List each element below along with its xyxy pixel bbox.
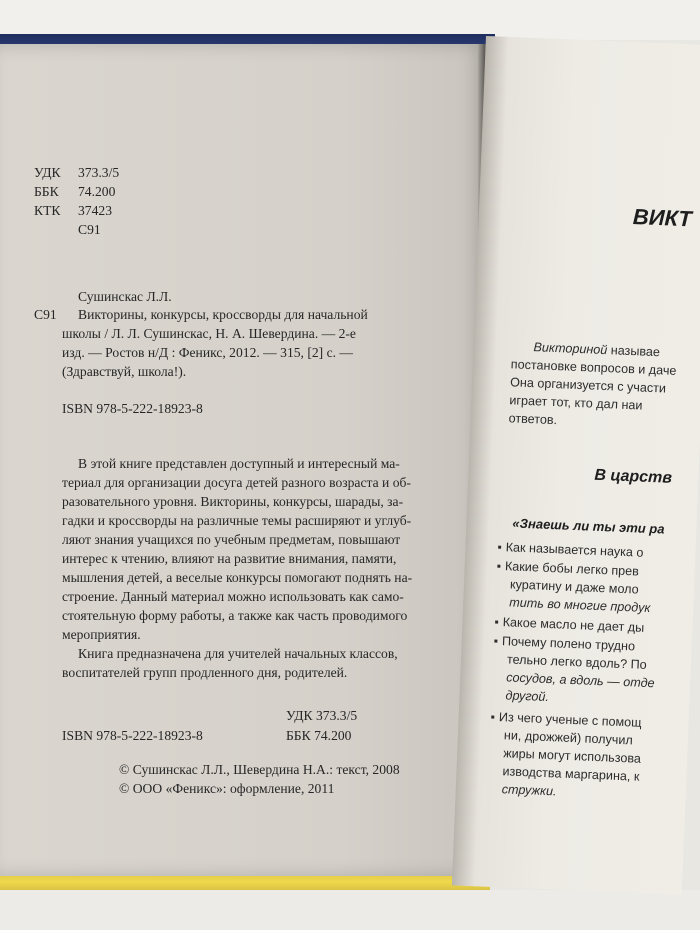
intro-line <box>533 340 660 359</box>
author-name: Сушинскас Л.Л. <box>78 289 172 304</box>
intro-line: ответов. <box>508 411 558 428</box>
bottom-bbk: ББК 74.200 <box>286 728 352 743</box>
list-item-text: Как называется наука о <box>505 540 644 560</box>
annotation-line: В этой книге представлен доступный и интересный ма- <box>78 456 400 471</box>
list-item-continuation: ни, дрожжей) получил <box>503 728 634 748</box>
author-sign: С91 <box>34 307 57 322</box>
list-item: ▪ Почему полено трудно <box>493 633 636 654</box>
annotation-line: ляют знания учащихся по учебным предметам, повышают <box>62 532 401 547</box>
list-item-continuation: сосудов, а вдоль — отде <box>505 670 655 691</box>
code-value: С91 <box>78 222 101 237</box>
section-heading: В царств <box>594 466 673 487</box>
bottom-udk: УДК 373.3/5 <box>286 708 358 723</box>
right-page <box>452 36 700 895</box>
list-item-continuation: изводства маргарина, к <box>502 764 640 784</box>
isbn-bottom: ISBN 978-5-222-18923-8 <box>62 728 203 743</box>
annotation-line: интерес к чтению, влияют на развитие внимания, памяти, <box>62 551 397 566</box>
isbn-top: ISBN 978-5-222-18923-8 <box>62 401 203 416</box>
list-item: ▪ Как называется наука о <box>497 539 644 560</box>
annotation-line: разовательного уровня. Викторины, конкурсы, шарады, за- <box>62 494 404 509</box>
bib-line: Викторины, конкурсы, кроссворды для начальной <box>78 307 368 322</box>
list-item-continuation: другой. <box>505 688 550 705</box>
background-surface <box>0 890 700 930</box>
chapter-heading: ВИКТ <box>632 204 693 232</box>
list-item-continuation: тельно легко вдоль? По <box>506 652 647 672</box>
italic-term: Викториной <box>533 340 608 358</box>
quiz-title: «Знаешь ли ты эти ра <box>512 515 665 537</box>
code-label: КТК <box>34 203 61 218</box>
code-value: 37423 <box>78 203 112 218</box>
list-item-text: Из чего ученые с помощ <box>498 710 642 730</box>
intro-text: называе <box>607 343 661 360</box>
bib-line: изд. — Ростов н/Д : Феникс, 2012. — 315, [2] с. — <box>62 345 354 360</box>
list-item-continuation: куратину и даже моло <box>509 577 639 597</box>
annotation-line: воспитателей групп продленного дня, родителей. <box>62 665 348 680</box>
left-page <box>0 44 486 876</box>
code-value: 74.200 <box>78 184 116 199</box>
code-value: 373.3/5 <box>78 165 120 180</box>
intro-line: Она организуется с участи <box>509 375 667 396</box>
annotation-line: мышления детей, а веселые конкурсы помогают поднять на- <box>62 570 413 585</box>
list-item-continuation: жиры могут использова <box>502 746 642 766</box>
bib-line: школы / Л. Л. Сушинскас, Н. А. Шевердина. — 2-е <box>62 326 356 341</box>
list-item-continuation: тить во многие продук <box>509 595 651 616</box>
annotation-line: мероприятия. <box>62 627 141 642</box>
intro-line: постановке вопросов и даче <box>510 357 677 378</box>
code-label: ББК <box>34 184 59 199</box>
list-item: ▪ Из чего ученые с помощ <box>490 709 642 730</box>
annotation-line: строение. Данный материал можно использовать как само- <box>62 589 404 604</box>
list-item: ▪ Какие бобы легко прев <box>496 558 640 579</box>
annotation-line: стоятельную форму работы, а также как часть проводимого <box>62 608 408 623</box>
annotation-line: Книга предназначена для учителей начальных классов, <box>78 646 398 661</box>
annotation-line: гадки и кроссворды на различные темы расширяют и углуб- <box>62 513 412 528</box>
copyright-line: © ООО «Феникс»: оформление, 2011 <box>119 781 335 796</box>
list-item-text: Почему полено трудно <box>501 634 636 654</box>
code-label: УДК <box>34 165 61 180</box>
list-item: ▪ Какое масло не дает ды <box>494 614 645 635</box>
list-item-continuation: стружки. <box>501 782 557 799</box>
intro-line: играет тот, кто дал наи <box>509 393 643 413</box>
annotation-line: териал для организации досуга детей разного возраста и об- <box>62 475 411 490</box>
copyright-line: © Сушинскас Л.Л., Шевердина Н.А.: текст, 2008 <box>119 762 400 777</box>
bib-line: (Здравствуй, школа!). <box>62 364 187 379</box>
list-item-text: Какие бобы легко прев <box>504 559 640 579</box>
list-item-text: Какое масло не дает ды <box>502 615 645 635</box>
